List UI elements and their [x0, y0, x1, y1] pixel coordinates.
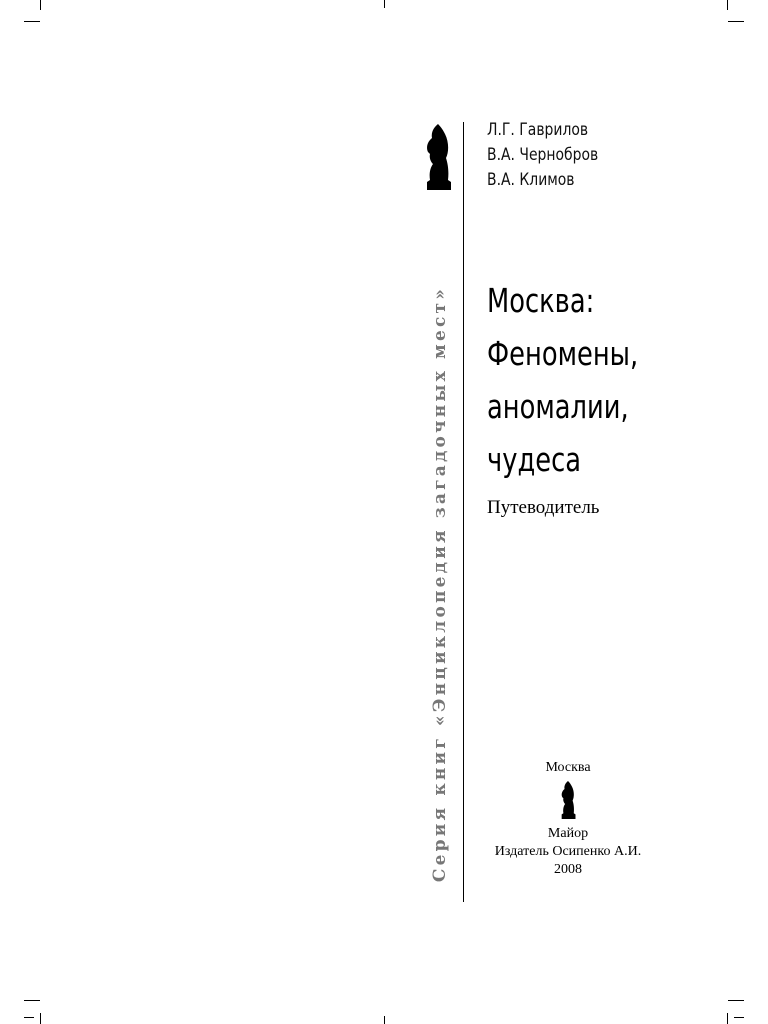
crop-mark-tr-h — [728, 21, 744, 22]
author-2: В.А. Чернобров — [487, 145, 599, 165]
publisher-city: Москва — [545, 760, 591, 775]
publication-year: 2008 — [554, 862, 582, 877]
vertical-divider — [463, 122, 464, 902]
crop-mark-bc-v — [384, 1016, 385, 1024]
crop-mark-bl-v — [40, 1013, 41, 1024]
publisher-line: Издатель Осипенко А.И. — [494, 844, 642, 859]
publisher-block — [488, 759, 648, 879]
crop-mark-bl-h — [24, 1000, 40, 1001]
crop-mark-tl-h — [24, 21, 40, 22]
title-line-1: Москва: — [487, 281, 595, 320]
crop-mark-tc-v — [384, 0, 385, 8]
chess-knight-icon — [559, 781, 577, 819]
subtitle: Путеводитель — [487, 497, 600, 518]
crop-mark-tr-v — [727, 0, 728, 10]
crop-mark-bl-h2 — [24, 1017, 34, 1018]
crop-mark-br-v — [727, 1013, 728, 1024]
crop-mark-tl-v — [40, 0, 41, 10]
title-line-3: аномалии, — [487, 387, 629, 426]
book-title — [487, 274, 638, 486]
publisher-name: Майор — [547, 826, 589, 841]
author-3: В.А. Климов — [487, 170, 575, 190]
title-line-4: чудеса — [487, 440, 582, 479]
series-title: Серия книг «Энциклопедия загадочных мест» — [430, 285, 450, 883]
author-1: Л.Г. Гаврилов — [487, 120, 589, 140]
authors — [487, 118, 598, 193]
title-line-2: Феномены, — [487, 334, 639, 373]
crop-mark-br-h2 — [734, 1017, 744, 1018]
chess-knight-icon — [424, 124, 452, 190]
crop-mark-br-h — [728, 1000, 744, 1001]
